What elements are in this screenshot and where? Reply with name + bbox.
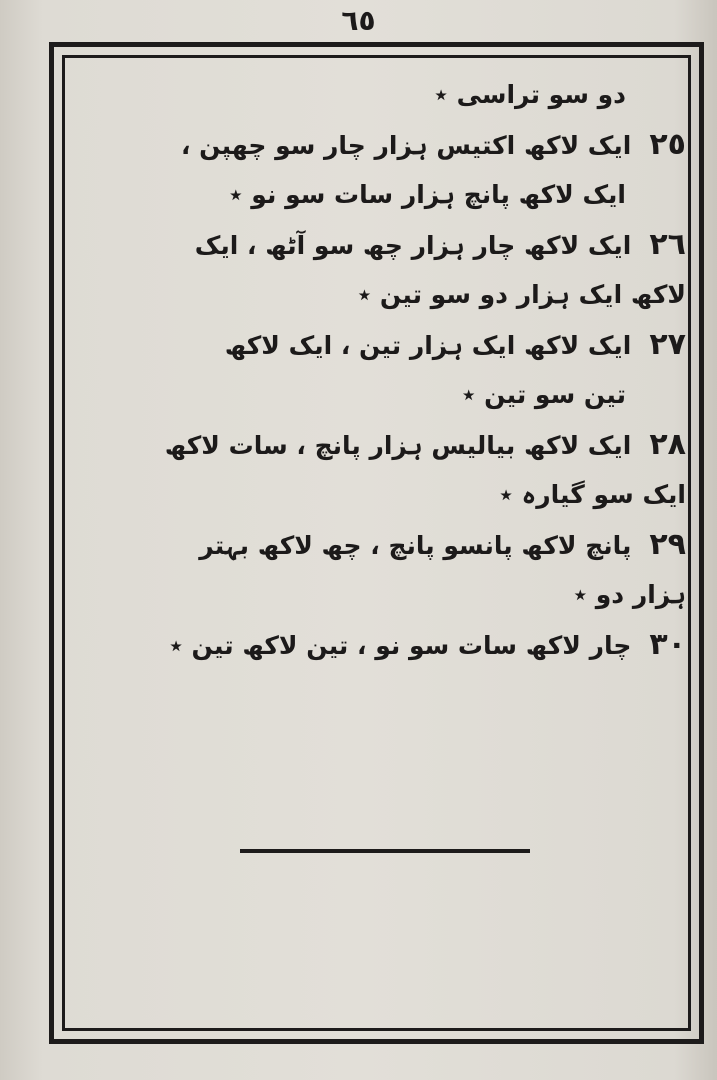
divider-rule bbox=[240, 849, 530, 853]
line-text: ایک سو گیارہ ٭ bbox=[499, 480, 686, 509]
text-line bbox=[78, 370, 686, 420]
item-number: ٢٩ bbox=[649, 527, 686, 562]
item-number: ٢٦ bbox=[649, 227, 686, 262]
text-line bbox=[78, 170, 686, 220]
line-text: لاکھ ایک ہزار دو سو تین ٭ bbox=[357, 280, 686, 309]
line-text: ایک لاکھ پانچ ہزار سات سو نو ٭ bbox=[228, 180, 626, 209]
text-line bbox=[78, 420, 686, 470]
line-text: پانچ لاکھ پانسو پانچ ، چھ لاکھ بہتر bbox=[199, 531, 632, 560]
line-text: دو سو تراسی ٭ bbox=[434, 80, 626, 109]
item-number: ٢٨ bbox=[649, 427, 686, 462]
line-text: ایک لاکھ بیالیس ہزار پانچ ، سات لاکھ bbox=[164, 431, 632, 460]
line-text: ایک لاکھ اکتیس ہزار چار سو چھپن ، bbox=[180, 131, 632, 160]
line-text: ایک لاکھ ایک ہزار تین ، ایک لاکھ bbox=[224, 331, 632, 360]
item-number: ٢٥ bbox=[649, 127, 686, 162]
line-text: ہزار دو ٭ bbox=[573, 580, 686, 609]
text-line bbox=[78, 320, 686, 370]
text-line bbox=[78, 70, 686, 120]
item-number: ٣٠ bbox=[649, 627, 686, 662]
text-line bbox=[78, 570, 686, 620]
item-number: ٢٧ bbox=[649, 327, 686, 362]
line-text: چار لاکھ سات سو نو ، تین لاکھ تین ٭ bbox=[169, 631, 632, 660]
text-block bbox=[78, 70, 686, 670]
text-line bbox=[78, 520, 686, 570]
text-line bbox=[78, 470, 686, 520]
text-line bbox=[78, 120, 686, 170]
text-line bbox=[78, 220, 686, 270]
text-line bbox=[78, 620, 686, 670]
page-number: ٦٥ bbox=[341, 4, 376, 37]
line-text: ایک لاکھ چار ہزار چھ سو آٹھ ، ایک bbox=[194, 231, 632, 260]
line-text: تین سو تین ٭ bbox=[461, 380, 626, 409]
text-line bbox=[78, 270, 686, 320]
